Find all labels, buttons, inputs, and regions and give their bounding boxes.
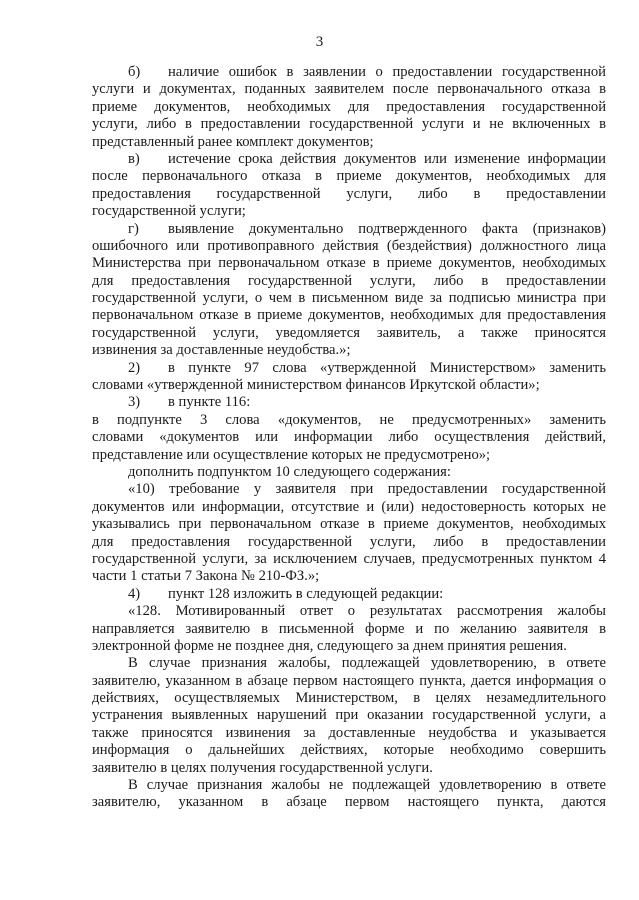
text-line bbox=[92, 707, 606, 724]
text-line bbox=[92, 394, 606, 411]
text-line bbox=[92, 221, 606, 238]
text-line bbox=[92, 273, 606, 290]
line-text: для предоставления государственной услуги, либо в предоставлении bbox=[92, 272, 606, 289]
line-text: представление или осуществление которых не предусмотрено»; bbox=[92, 446, 491, 463]
text-line bbox=[92, 568, 606, 585]
text-line bbox=[92, 168, 606, 185]
line-text: первоначальном отказе в приеме документов, необходимых для предоставления bbox=[92, 307, 606, 324]
line-text: в пункте 97 слова «утвержденной Министерством» заменить bbox=[168, 359, 606, 376]
line-text: выявление документально подтвержденного факта (признаков) bbox=[168, 220, 606, 237]
text-line bbox=[92, 516, 606, 533]
line-text: в пункте 116: bbox=[168, 394, 251, 411]
line-text: части 1 статьи 7 Закона № 210-ФЗ.»; bbox=[92, 568, 320, 585]
line-text: заявителю, указанном в абзаце первом настоящего пункта, дается информация о bbox=[92, 672, 606, 689]
line-text: в подпункте 3 слова «документов, не предусмотренных» заменить bbox=[92, 411, 606, 428]
line-text: информация о дальнейших действиях, которые необходимо совершить bbox=[92, 742, 606, 759]
line-text: электронной форме не позднее дня, следующего за днем принятия решения. bbox=[92, 637, 567, 654]
line-text: указывались при первоначальном отказе в приеме документов, необходимых bbox=[92, 516, 606, 533]
text-line bbox=[92, 534, 606, 551]
text-line bbox=[92, 429, 606, 446]
text-line bbox=[92, 794, 606, 811]
page-number: 3 bbox=[315, 34, 324, 50]
text-line bbox=[92, 673, 606, 690]
line-text: услуги, либо в предоставлении государственной услуги и не включенных в bbox=[92, 116, 606, 133]
list-marker: 3) bbox=[128, 394, 141, 411]
line-text: заявителю, указанном в абзаце первом настоящего пункта, даются bbox=[92, 794, 606, 811]
list-marker: б) bbox=[128, 64, 141, 80]
line-text: словами «документов или информации либо осуществления действий, bbox=[92, 429, 606, 446]
line-text: государственной услуги, о чем в письменном виде за подписью министра при bbox=[92, 290, 606, 307]
text-line bbox=[92, 777, 606, 794]
line-text: заявителю в целях получения государственной услуги. bbox=[92, 759, 433, 776]
text-line bbox=[92, 690, 606, 707]
text-line bbox=[92, 238, 606, 255]
text-line bbox=[92, 725, 606, 742]
line-text: направляется заявителю в письменной форме и по желанию заявителя в bbox=[92, 620, 606, 637]
line-text: ошибочного или противоправного действия (бездействия) должностного лица bbox=[92, 237, 606, 254]
line-text: государственной услуги, уведомляется заявитель, а также приносятся bbox=[92, 324, 606, 341]
list-marker: 4) bbox=[128, 585, 141, 602]
text-line bbox=[92, 64, 606, 81]
text-line bbox=[92, 603, 606, 620]
line-text: государственной услуги; bbox=[92, 203, 246, 220]
text-line bbox=[92, 203, 606, 220]
list-marker: г) bbox=[128, 220, 139, 237]
list-marker: в) bbox=[128, 150, 140, 167]
text-line bbox=[92, 186, 606, 203]
text-line bbox=[92, 481, 606, 498]
text-line bbox=[92, 742, 606, 759]
text-line bbox=[92, 255, 606, 272]
document-body bbox=[92, 64, 606, 812]
line-text: словами «утвержденной министерством финансов Иркутской области»; bbox=[92, 377, 540, 394]
text-line bbox=[92, 151, 606, 168]
text-line bbox=[92, 447, 606, 464]
text-line bbox=[92, 412, 606, 429]
text-line bbox=[92, 290, 606, 307]
line-text: наличие ошибок в заявлении о предоставлении государственной bbox=[168, 64, 606, 80]
line-text: также приносятся извинения за доставленные неудобства и указывается bbox=[92, 724, 606, 741]
line-text: истечение срока действия документов или изменение информации bbox=[168, 150, 606, 167]
line-text: В случае признания жалобы, подлежащей удовлетворению, в ответе bbox=[128, 655, 606, 672]
text-line bbox=[92, 116, 606, 133]
text-line bbox=[92, 342, 606, 359]
line-text: устранения выявленных нарушений при оказании государственной услуги, а bbox=[92, 707, 606, 724]
text-line bbox=[92, 638, 606, 655]
line-text: «128. Мотивированный ответ о результатах рассмотрения жалобы bbox=[128, 603, 606, 620]
line-text: Министерства при первоначальном отказе в приеме документов, необходимых bbox=[92, 255, 606, 272]
text-line bbox=[92, 307, 606, 324]
text-line bbox=[92, 134, 606, 151]
text-line bbox=[92, 464, 606, 481]
line-text: В случае признания жалобы не подлежащей удовлетворению в ответе bbox=[128, 777, 606, 794]
line-text: для предоставления государственной услуги, либо в предоставлении bbox=[92, 533, 606, 550]
text-line bbox=[92, 325, 606, 342]
line-text: приеме документов, необходимых для предоставления государственной bbox=[92, 98, 606, 115]
list-marker: 2) bbox=[128, 359, 141, 376]
line-text: документов или информации, отсутствие и (или) недостоверность которых не bbox=[92, 498, 606, 515]
text-line bbox=[92, 81, 606, 98]
text-line bbox=[92, 99, 606, 116]
text-line bbox=[92, 760, 606, 777]
line-text: пункт 128 изложить в следующей редакции: bbox=[168, 585, 444, 602]
text-line bbox=[92, 499, 606, 516]
line-text: «10) требование у заявителя при предоставлении государственной bbox=[128, 481, 606, 498]
text-line bbox=[92, 360, 606, 377]
line-text: действиях, осуществляемых Министерством, в целях незамедлительного bbox=[92, 690, 606, 707]
line-text: предоставления государственной услуги, либо в предоставлении bbox=[92, 185, 606, 202]
line-text: государственной услуги, за исключением случаев, предусмотренных пунктом 4 bbox=[92, 550, 606, 567]
text-line bbox=[92, 586, 606, 603]
line-text: дополнить подпунктом 10 следующего содержания: bbox=[128, 463, 451, 480]
line-text: извинения за доставленные неудобства.»; bbox=[92, 342, 351, 359]
line-text: после первоначального отказа в приеме документов, необходимых для bbox=[92, 168, 606, 185]
line-text: представленный ранее комплект документов; bbox=[92, 133, 374, 150]
text-line bbox=[92, 551, 606, 568]
line-text: услуги и документах, поданных заявителем после первоначального отказа в bbox=[92, 81, 606, 98]
text-line bbox=[92, 377, 606, 394]
text-line bbox=[92, 621, 606, 638]
text-line bbox=[92, 655, 606, 672]
